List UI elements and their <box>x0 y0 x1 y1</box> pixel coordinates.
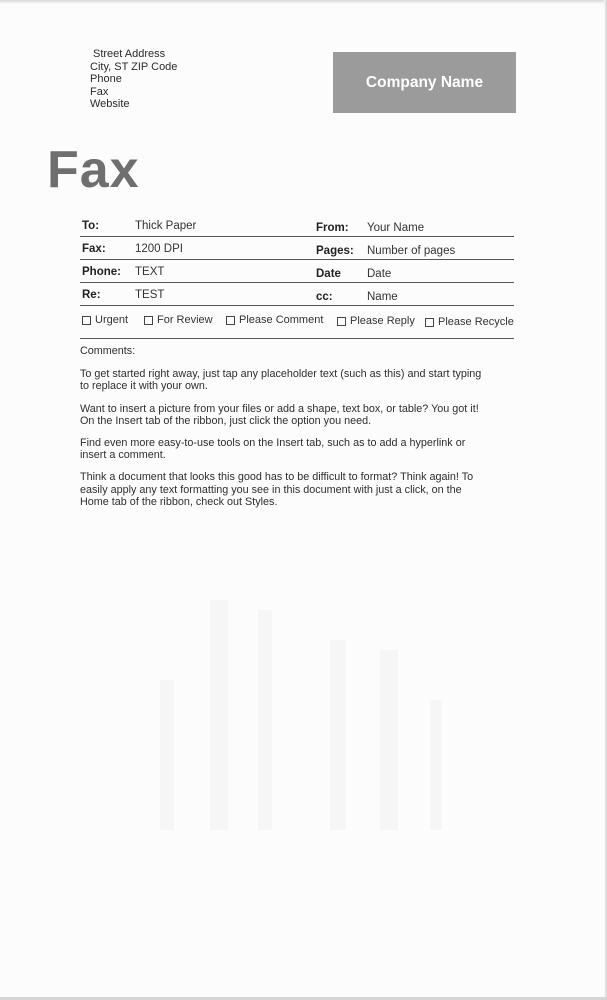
company-name: Company Name <box>365 73 484 91</box>
fields-row-to-from <box>80 214 514 237</box>
sender-phone: Phone <box>90 73 122 85</box>
scan-streak <box>380 650 398 830</box>
comment-paragraph: Want to insert a picture from your files or add a shape, text box, or table? You got it! On the Insert tab of the ribbon, just click the option you need. <box>80 402 479 427</box>
sender-address-block <box>90 48 177 111</box>
date-value: Date <box>367 268 392 280</box>
from-label: From: <box>316 222 349 234</box>
re-label: Re: <box>82 289 101 301</box>
scan-streak <box>258 610 272 830</box>
fax-value: 1200 DPI <box>135 243 183 255</box>
fax-label: Fax: <box>82 243 106 255</box>
scan-streak <box>160 680 174 830</box>
checkbox-please-comment[interactable] <box>226 314 323 326</box>
fields-row-phone-date <box>80 260 514 283</box>
document-title: Fax <box>47 141 140 199</box>
checkbox-label: Please Comment <box>239 314 324 326</box>
comments-heading: Comments: <box>80 345 136 357</box>
fax-fields-table <box>80 214 514 306</box>
to-value: Thick Paper <box>135 220 197 232</box>
checkbox-for-review[interactable] <box>144 314 213 326</box>
date-label: Date <box>316 268 341 280</box>
sender-website: Website <box>90 98 130 110</box>
scan-streak <box>210 600 228 830</box>
comments-section <box>80 345 490 518</box>
comment-paragraph: Think a document that looks this good has to be difficult to format? Think again! To easily apply any text formatting you see in this document with just a click, on the Home tab of the ribbon, check out Styles. <box>80 471 474 508</box>
comment-paragraph: Find even more easy-to-use tools on the Insert tab, such as to add a hyperlink or insert a comment. <box>80 437 466 462</box>
checkbox-please-recycle[interactable] <box>425 316 514 328</box>
street-address: Street Address <box>93 48 166 60</box>
company-name-banner <box>333 52 516 113</box>
pages-label: Pages: <box>316 245 354 257</box>
checkbox-please-reply[interactable] <box>337 315 415 327</box>
checkbox-square-icon <box>82 316 91 325</box>
from-value: Your Name <box>367 222 425 234</box>
checkbox-square-icon <box>144 316 153 325</box>
pages-value: Number of pages <box>367 245 456 257</box>
re-value: TEST <box>135 289 165 301</box>
to-label: To: <box>82 220 100 232</box>
comment-paragraph: To get started right away, just tap any placeholder text (such as this) and start typing to replace it with your own. <box>80 368 482 393</box>
scan-streak <box>330 640 346 830</box>
checkbox-square-icon <box>226 316 235 325</box>
cc-label: cc: <box>316 291 333 303</box>
checkbox-label: Urgent <box>95 314 129 326</box>
scan-edge-top <box>0 0 607 4</box>
fields-row-fax-pages <box>80 237 514 260</box>
fields-row-re-cc <box>80 283 514 306</box>
priority-checkbox-row <box>80 312 514 339</box>
checkbox-label: Please Reply <box>350 315 415 327</box>
phone-value: TEXT <box>135 266 165 278</box>
cc-value: Name <box>367 291 398 303</box>
checkbox-square-icon <box>425 318 434 327</box>
checkbox-urgent[interactable] <box>82 314 128 326</box>
checkbox-label: For Review <box>157 314 213 326</box>
scan-streak <box>430 700 442 830</box>
city-state-zip: City, ST ZIP Code <box>90 60 178 73</box>
sender-fax: Fax <box>90 85 109 98</box>
checkbox-square-icon <box>337 317 346 326</box>
checkbox-label: Please Recycle <box>438 316 514 328</box>
phone-label: Phone: <box>82 266 121 278</box>
